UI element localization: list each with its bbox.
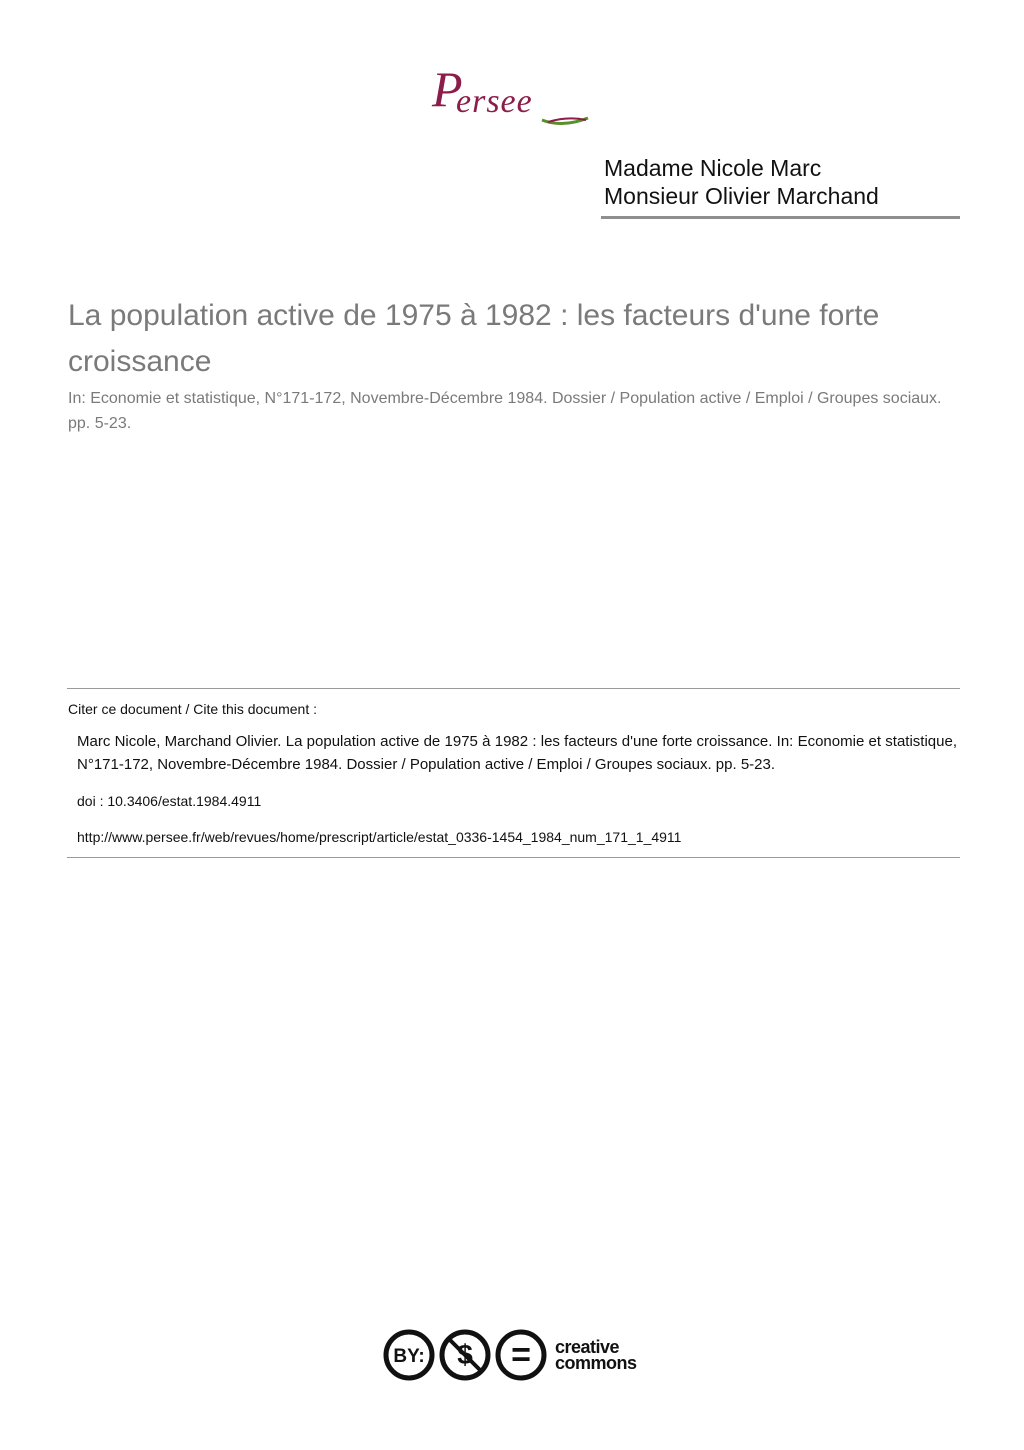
creative-commons-license-badge[interactable]: [383, 1326, 645, 1384]
svg-text:$: $: [457, 1339, 473, 1370]
svg-text:ersee: ersee: [456, 83, 533, 120]
svg-text:BY:: BY:: [393, 1346, 425, 1367]
citation-heading: Citer ce document / Cite this document :: [68, 701, 317, 717]
svg-text:creative: creative: [555, 1337, 620, 1357]
svg-text:=: =: [511, 1336, 531, 1374]
author-name[interactable]: Monsieur Olivier Marchand: [604, 183, 879, 209]
cc-by-icon: [386, 1332, 432, 1378]
citation-text: Marc Nicole, Marchand Olivier. La population active de 1975 à 1982 : les facteurs d'une forte croissance. In: Economie et statistique, N°171-172, Novembre-Décembre 1984. Dossier / Population active / Emploi / Groupes sociaux. pp. 5-23.: [77, 733, 957, 773]
article-url[interactable]: http://www.persee.fr/web/revues/home/prescript/article/estat_0336-1454_1984_num_171_1_4911: [77, 829, 682, 845]
cc-noderivatives-icon: [498, 1332, 544, 1378]
author-list: [604, 154, 960, 210]
svg-text:P: P: [432, 61, 463, 117]
citation-bottom-divider: [67, 857, 960, 858]
citation-top-divider: [67, 688, 960, 689]
svg-text:commons: commons: [555, 1353, 637, 1373]
authors-divider: [601, 216, 960, 219]
article-source: In: Economie et statistique, N°171-172, Novembre-Décembre 1984. Dossier / Population active / Emploi / Groupes sociaux. pp. 5-23.: [68, 390, 942, 432]
author-name[interactable]: Madame Nicole Marc: [604, 155, 822, 181]
doi-text[interactable]: doi : 10.3406/estat.1984.4911: [77, 793, 262, 809]
creative-commons-wordmark: [555, 1337, 637, 1373]
cc-noncommercial-icon: [442, 1332, 488, 1378]
persee-logo[interactable]: [430, 60, 590, 130]
article-title: La population active de 1975 à 1982 : les facteurs d'une forte croissance: [68, 299, 880, 378]
